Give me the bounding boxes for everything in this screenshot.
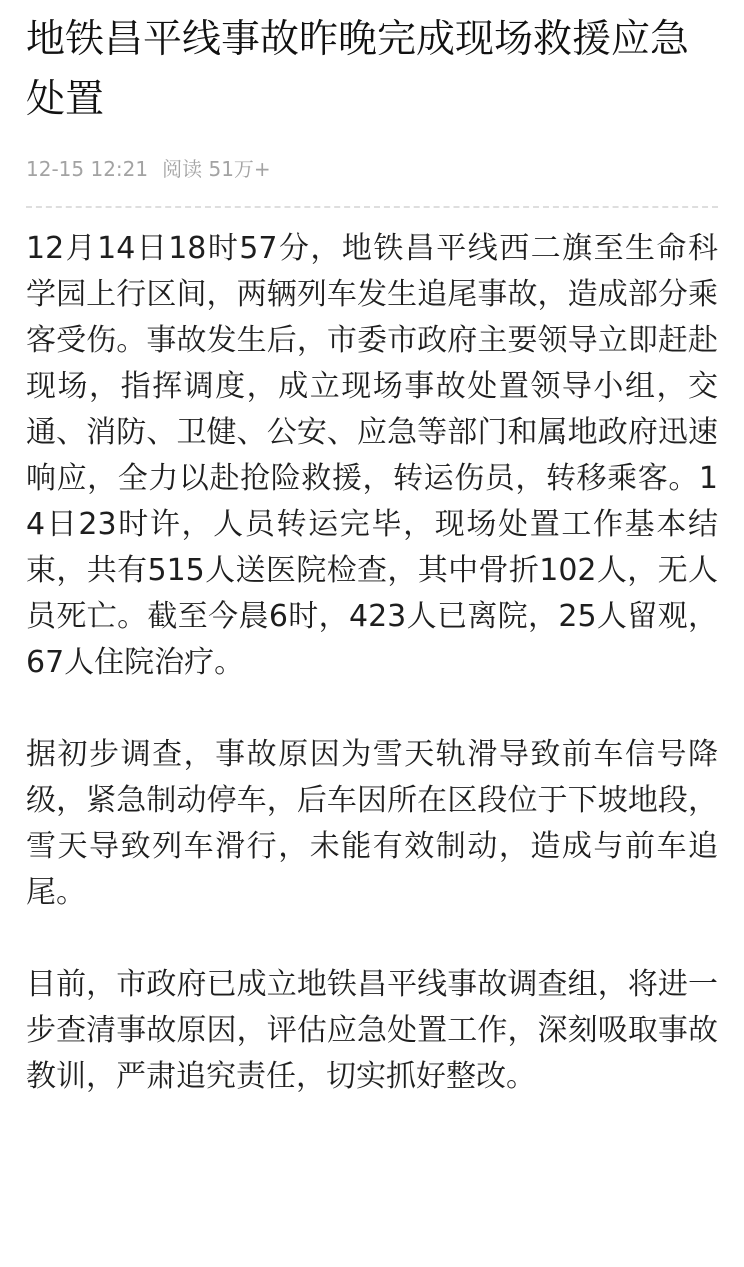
article-paragraph: 目前，市政府已成立地铁昌平线事故调查组，将进一步查清事故原因，评估应急处置工作，深刻吸取事故教训，严肃追究责任，切实抓好整改。 (26, 967, 718, 1094)
article-paragraph: 12月14日18时57分，地铁昌平线西二旗至生命科学园上行区间，两辆列车发生追尾事故，造成部分乘客受伤。事故发生后，市委市政府主要领导立即赶赴现场，指挥调度，成立现场事故处置领导小组，交通、消防、卫健、公安、应急等部门和属地政府迅速响应，全力以赴抢险救援，转运伤员，转移乘客。14日23时许，人员转运完毕，现场处置工作基本结束，共有515人送医院检查，其中骨折102人，无人员死亡。截至今晨6时，423人已离院，25人留观，67人住院治疗。 (26, 231, 718, 680)
meta-divider (26, 206, 718, 208)
article-paragraph: 据初步调查，事故原因为雪天轨滑导致前车信号降级，紧急制动停车，后车因所在区段位于下坡地段，雪天导致列车滑行，未能有效制动，造成与前车追尾。 (26, 737, 718, 910)
article-title: 地铁昌平线事故昨晚完成现场救援应急处置 (26, 17, 690, 122)
article-meta (26, 156, 718, 182)
article-body (26, 226, 718, 1100)
read-count: 阅读 51万+ (162, 157, 271, 181)
publish-date: 12-15 12:21 (26, 157, 149, 181)
